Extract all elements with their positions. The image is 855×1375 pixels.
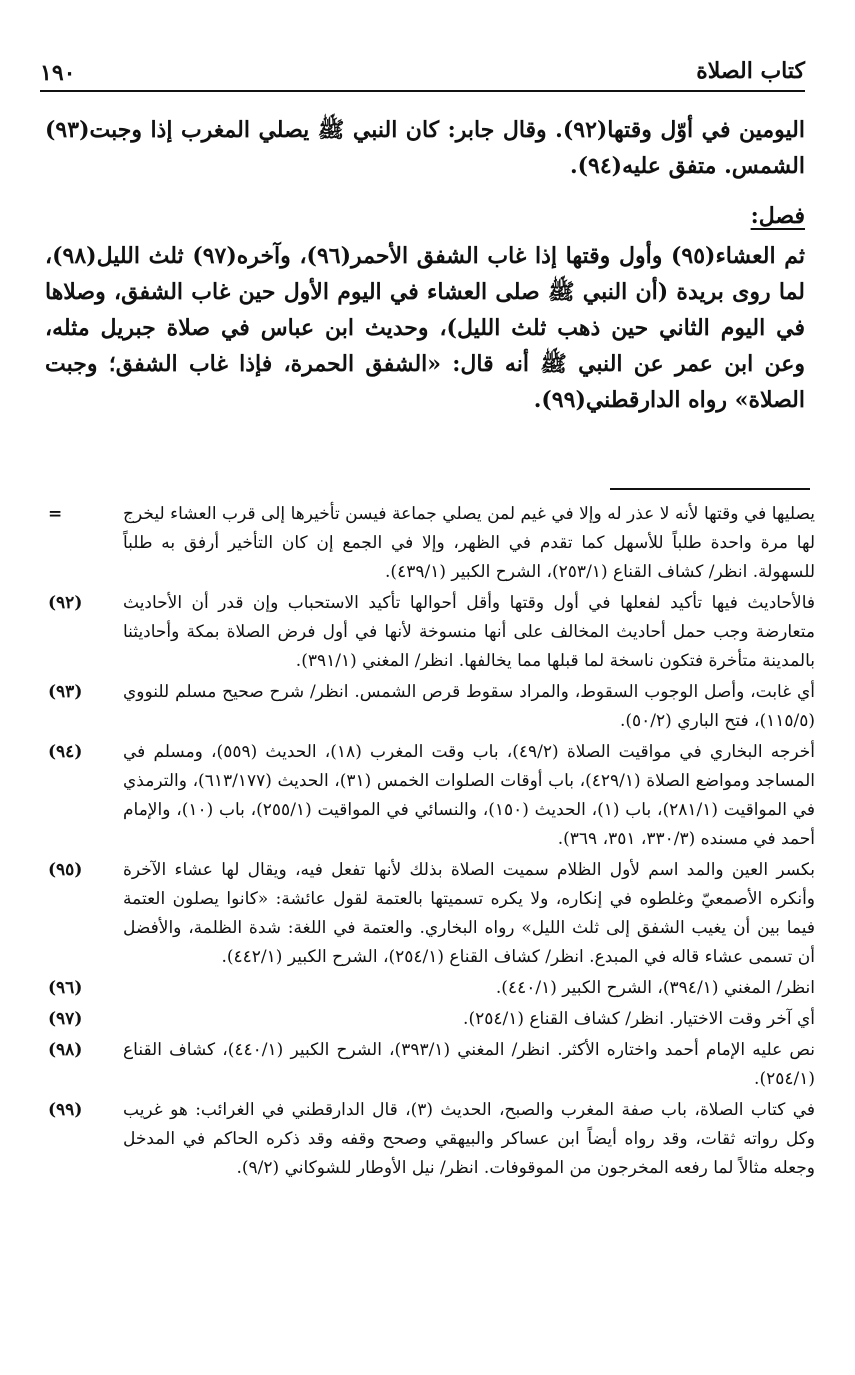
footnote-separator: [610, 488, 810, 490]
footnote-number: (٩٧): [48, 1009, 83, 1029]
footnote-number: (٩٣): [48, 682, 83, 702]
footnote: [40, 1036, 815, 1094]
footnote: [40, 678, 815, 736]
header-rule: [40, 90, 805, 92]
footnote-text: يصليها في وقتها لأنه لا عذر له وإلا في غيم لمن يصلي جماعة فيسن تأخيرها إلى قرب العشاء ليخرج لها مرة واحدة طلباً للأسهل كما تقدم في الظهر، وإلا في الجمع إن كان التأخير أرفق به طلباً للسهولة. انظر/ كشاف القناع (٢٥٣/١)، الشرح الكبير (٤٣٩/١).: [123, 504, 815, 582]
footnote: [40, 738, 815, 854]
footnote-number: (٩٨): [48, 1040, 83, 1060]
footnote: [40, 1096, 815, 1183]
paragraph-continuation: اليومين في أوّل وقتها(٩٢). وقال جابر: كان النبي ﷺ يصلي المغرب إذا وجبت(٩٣) الشمس. متفق عليه(٩٤).: [45, 117, 805, 179]
footnote-number: (٩٥): [48, 860, 83, 880]
running-title: كتاب الصلاة: [696, 58, 805, 84]
footnote: [40, 856, 815, 972]
footnote-number: =: [48, 504, 63, 524]
footnote: [40, 1005, 815, 1034]
footnote: [40, 974, 815, 1003]
main-text: [45, 112, 805, 418]
footnote-text: في كتاب الصلاة، باب صفة المغرب والصبح، الحديث (٣)، قال الدارقطني في الغرائب: هو غريب وكل رواته ثقات، وقد رواه أيضاً ابن عساكر والبيهقي وصحح وقفه وقد ذكره الحاكم في المدخل وجعله مثالاً لما رفعه المخرجون من الموقوفات. انظر/ نيل الأوطار للشوكاني (٩/٢).: [123, 1100, 816, 1178]
footnote-number: (٩٢): [48, 593, 83, 613]
footnote-text: انظر/ المغني (٣٩٤/١)، الشرح الكبير (٤٤٠/١).: [495, 978, 815, 998]
page-number: ١٩٠: [40, 60, 76, 86]
footnote-text: أي غابت، وأصل الوجوب السقوط، والمراد سقوط قرص الشمس. انظر/ شرح صحيح مسلم للنووي (١١٥/٥)، فتح الباري (٥٠/٢).: [123, 682, 815, 731]
section-heading: فصل:: [750, 203, 805, 229]
footnote-text: أخرجه البخاري في مواقيت الصلاة (٤٩/٢)، باب وقت المغرب (١٨)، الحديث (٥٥٩)، ومسلم في المساجد ومواضع الصلاة (٤٢٩/١)، باب أوقات الصلوات الخمس (٣١)، الحديث (٦١٣/١٧٧)، والترمذي في المواقيت (٢٨١/١)، باب (١)، الحديث (١٥٠)، والنسائي في المواقيت (٢٥٥/١)، باب (١٠)، والإمام أحمد في مسنده (٣٣٠/٣، ٣٥١، ٣٦٩).: [123, 742, 815, 849]
footnote-number: (٩٩): [48, 1100, 83, 1120]
footnote-text: أي آخر وقت الاختيار. انظر/ كشاف القناع (٢٥٤/١).: [463, 1009, 815, 1029]
footnote-text: نص عليه الإمام أحمد واختاره الأكثر. انظر/ المغني (٣٩٣/١)، الشرح الكبير (٤٤٠/١)، كشاف القناع (٢٥٤/١).: [123, 1040, 815, 1089]
footnote: [40, 589, 815, 676]
footnote-number: (٩٤): [48, 742, 83, 762]
footnote: [40, 500, 815, 587]
page-header: [40, 58, 805, 88]
paragraph-isha: ثم العشاء(٩٥) وأول وقتها إذا غاب الشفق الأحمر(٩٦)، وآخره(٩٧) ثلث الليل(٩٨)، لما روى بريدة (أن النبي ﷺ صلى العشاء في اليوم الأول حين غاب الشفق، وصلاها في اليوم الثاني حين ذهب ثلث الليل)، وحديث ابن عباس في صلاة جبريل مثله، وعن ابن عمر عن النبي ﷺ أنه قال: «الشفق الحمرة، فإذا غاب الشفق؛ وجبت الصلاة» رواه الدارقطني(٩٩).: [45, 243, 805, 413]
footnote-text: بكسر العين والمد اسم لأول الظلام سميت الصلاة بذلك لأنها تفعل فيه، ويقال لها عشاء الآخرة وأنكره الأصمعيّ وغلطوه في إنكاره، ولا يكره تسميتها بالعتمة لقول عائشة: «كانوا يصلون العتمة فيما بين أن يغيب الشفق إلى ثلث الليل» رواه البخاري. والعتمة في اللغة: شدة الظلمة، والأفضل أن تسمى عشاء قاله في المبدع. انظر/ كشاف القناع (٢٥٤/١)، الشرح الكبير (٤٤٢/١).: [123, 860, 815, 967]
footnote-number: (٩٦): [48, 978, 83, 998]
footnote-text: فالأحاديث فيها تأكيد لفعلها في أول وقتها وأقل أحوالها تأكيد الاستحباب وإن قدر أن الأحاديث متعارضة وجب حمل أحاديث المخالف على أنها منسوخة لأنها في أول فرض الصلاة بمكة وأحاديثنا بالمدينة متأخرة فتكون ناسخة لما قبلها مما يخالفها. انظر/ المغني (٣٩١/١).: [123, 593, 815, 671]
footnotes: [40, 500, 815, 1185]
